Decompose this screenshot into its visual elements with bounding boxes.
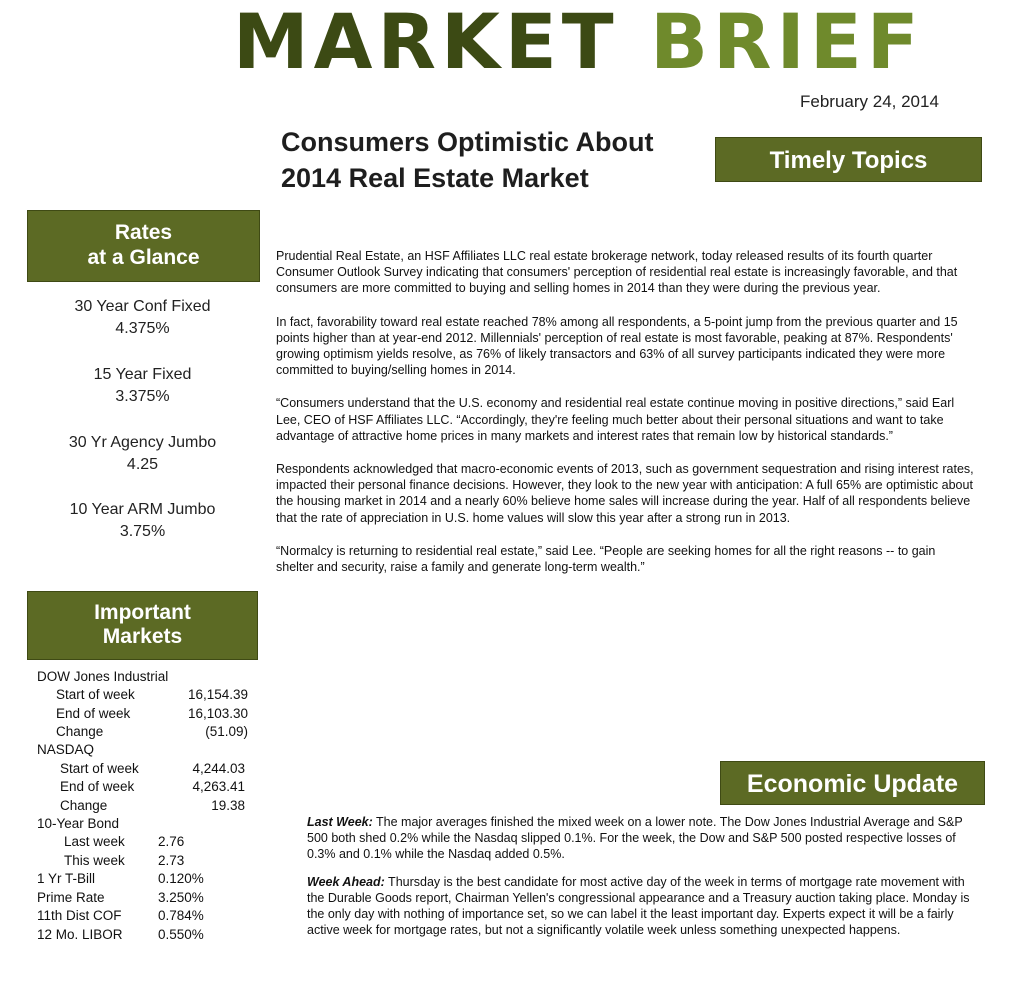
rates-heading-line2: at a Glance [87,246,200,269]
nasdaq-end-label: End of week [60,779,135,794]
masthead-word-brief: BRIEF [650,0,924,86]
dow-end-label: End of week [56,706,131,721]
economic-update-body [307,814,975,949]
dow-name: DOW Jones Industrial [37,669,169,684]
rate-item [40,364,245,408]
bond-this-label: This week [64,853,125,868]
rates-at-a-glance-header [27,210,260,282]
nasdaq-name: NASDAQ [37,742,95,757]
rate-value: 4.25 [126,456,159,473]
economic-update-header: Economic Update [720,761,985,805]
bond-last-value: 2.76 [158,834,185,849]
article-paragraph: In fact, favorability toward real estate reached 78% among all respondents, a 5-point jump from the previous quarter and 15 points higher than at year-end 2012. Millennials' perception of real estate is most favorable, peaking at 87%. Respondents' growing optimism yields resolve, as 76% of likely transactors and 63% of all survey participants indicated they were more committed to buying/selling homes in 2014. [276,314,958,378]
bond-last-label: Last week [64,834,125,849]
libor-value: 0.550% [158,927,204,942]
rate-item [40,296,245,340]
libor-label: 12 Mo. LIBOR [37,927,123,942]
masthead-word-market: MARKET [233,0,619,86]
article-paragraph: “Consumers understand that the U.S. economy and residential real estate continue moving in positive directions,” said Earl Lee, CEO of HSF Affiliates LLC. “Accordingly, they're feeling much better about their personal situations and want to take advantage of attractive home prices in many markets and interest rates that remain low by historical standards.” [276,396,955,443]
important-markets-header [27,591,258,660]
tbill-value: 0.120% [158,871,204,886]
article-paragraph: Prudential Real Estate, an HSF Affiliates LLC real estate brokerage network, today released results of its fourth quarter Consumer Outlook Survey indicating that consumers' perception of residential real estate is increasingly favorable, and that consumers are more committed to buying and selling homes in 2014 than they were during the previous year. [276,249,958,296]
last-week-paragraph [307,814,975,863]
prime-rate-value: 3.250% [158,890,204,905]
week-ahead-text: Thursday is the best candidate for most active day of the week in terms of mortgage rate movement with the Durable Goods report, Chairman Yellen's congressional appearance and a Treasury auction taking place. Monday is the only day with nothing of importance set, so we can label it the least important day. Experts expect it will be a fairly active week for mortgage rates, but not a significantly volatile week unless something unexpected happens. [307,874,970,938]
week-ahead-paragraph [307,874,975,939]
dow-start-label: Start of week [56,687,135,702]
bond-this-value: 2.73 [158,853,185,868]
issue-date: February 24, 2014 [800,92,939,111]
timely-topics-header: Timely Topics [715,137,982,182]
nasdaq-change-label: Change [60,798,108,813]
nasdaq-start-label: Start of week [60,761,139,776]
last-week-text: The major averages finished the mixed week on a lower note. The Dow Jones Industrial Average and S&P 500 both shed 0.2% while the Nasdaq slipped 0.1%. For the week, the Dow and S&P 500 posted respective losses of 0.3% and 0.1% while the Nasdaq added 0.5%. [307,815,963,862]
rate-label: 15 Year Fixed [93,366,192,383]
dow-change-label: Change [56,724,104,739]
dow-end-value: 16,103.30 [187,706,248,721]
markets-heading-line1: Important [94,601,191,624]
rate-value: 3.75% [119,523,166,540]
cof-value: 0.784% [158,908,204,923]
rate-item [40,432,245,476]
article-headline: Consumers Optimistic About 2014 Real Estate Market [281,127,654,193]
rate-value: 3.375% [115,388,170,405]
nasdaq-start-value: 4,244.03 [192,761,245,776]
rate-label: 30 Year Conf Fixed [74,298,211,315]
masthead-title [233,0,924,86]
article-paragraph: “Normalcy is returning to residential real estate,” said Lee. “People are seeking homes for all the right reasons -- to gain shelter and security, raise a family and generate long-term wealth.” [276,543,936,575]
tbill-label: 1 Yr T-Bill [37,871,96,886]
markets-heading-line2: Markets [102,625,183,648]
nasdaq-end-value: 4,263.41 [192,779,245,794]
rates-heading-line1: Rates [114,221,173,244]
last-week-label: Last Week: [307,815,373,829]
dow-start-value: 16,154.39 [187,687,248,702]
prime-rate-label: Prime Rate [37,890,105,905]
rate-label: 30 Yr Agency Jumbo [68,434,217,451]
bond-name: 10-Year Bond [37,816,120,831]
rate-label: 10 Year ARM Jumbo [69,501,216,518]
week-ahead-label: Week Ahead: [307,874,385,889]
nasdaq-change-value: 19.38 [211,798,245,813]
article-body [276,248,976,592]
dow-change-value: (51.09) [205,724,248,739]
article-paragraph: Respondents acknowledged that macro-economic events of 2013, such as government sequestration and rising interest rates, impacted their personal finance decisions. However, they look to the new year with anticipation: A full 65% are optimistic about the housing market in 2014 and a nearly 60% believe home sales will increase during the year. Half of all respondents believe that the rate of appreciation in U.S. home values will slow this year after a strong run in 2013. [276,462,974,525]
rate-value: 4.375% [115,320,170,337]
cof-label: 11th Dist COF [37,908,122,923]
rate-item [40,499,245,543]
